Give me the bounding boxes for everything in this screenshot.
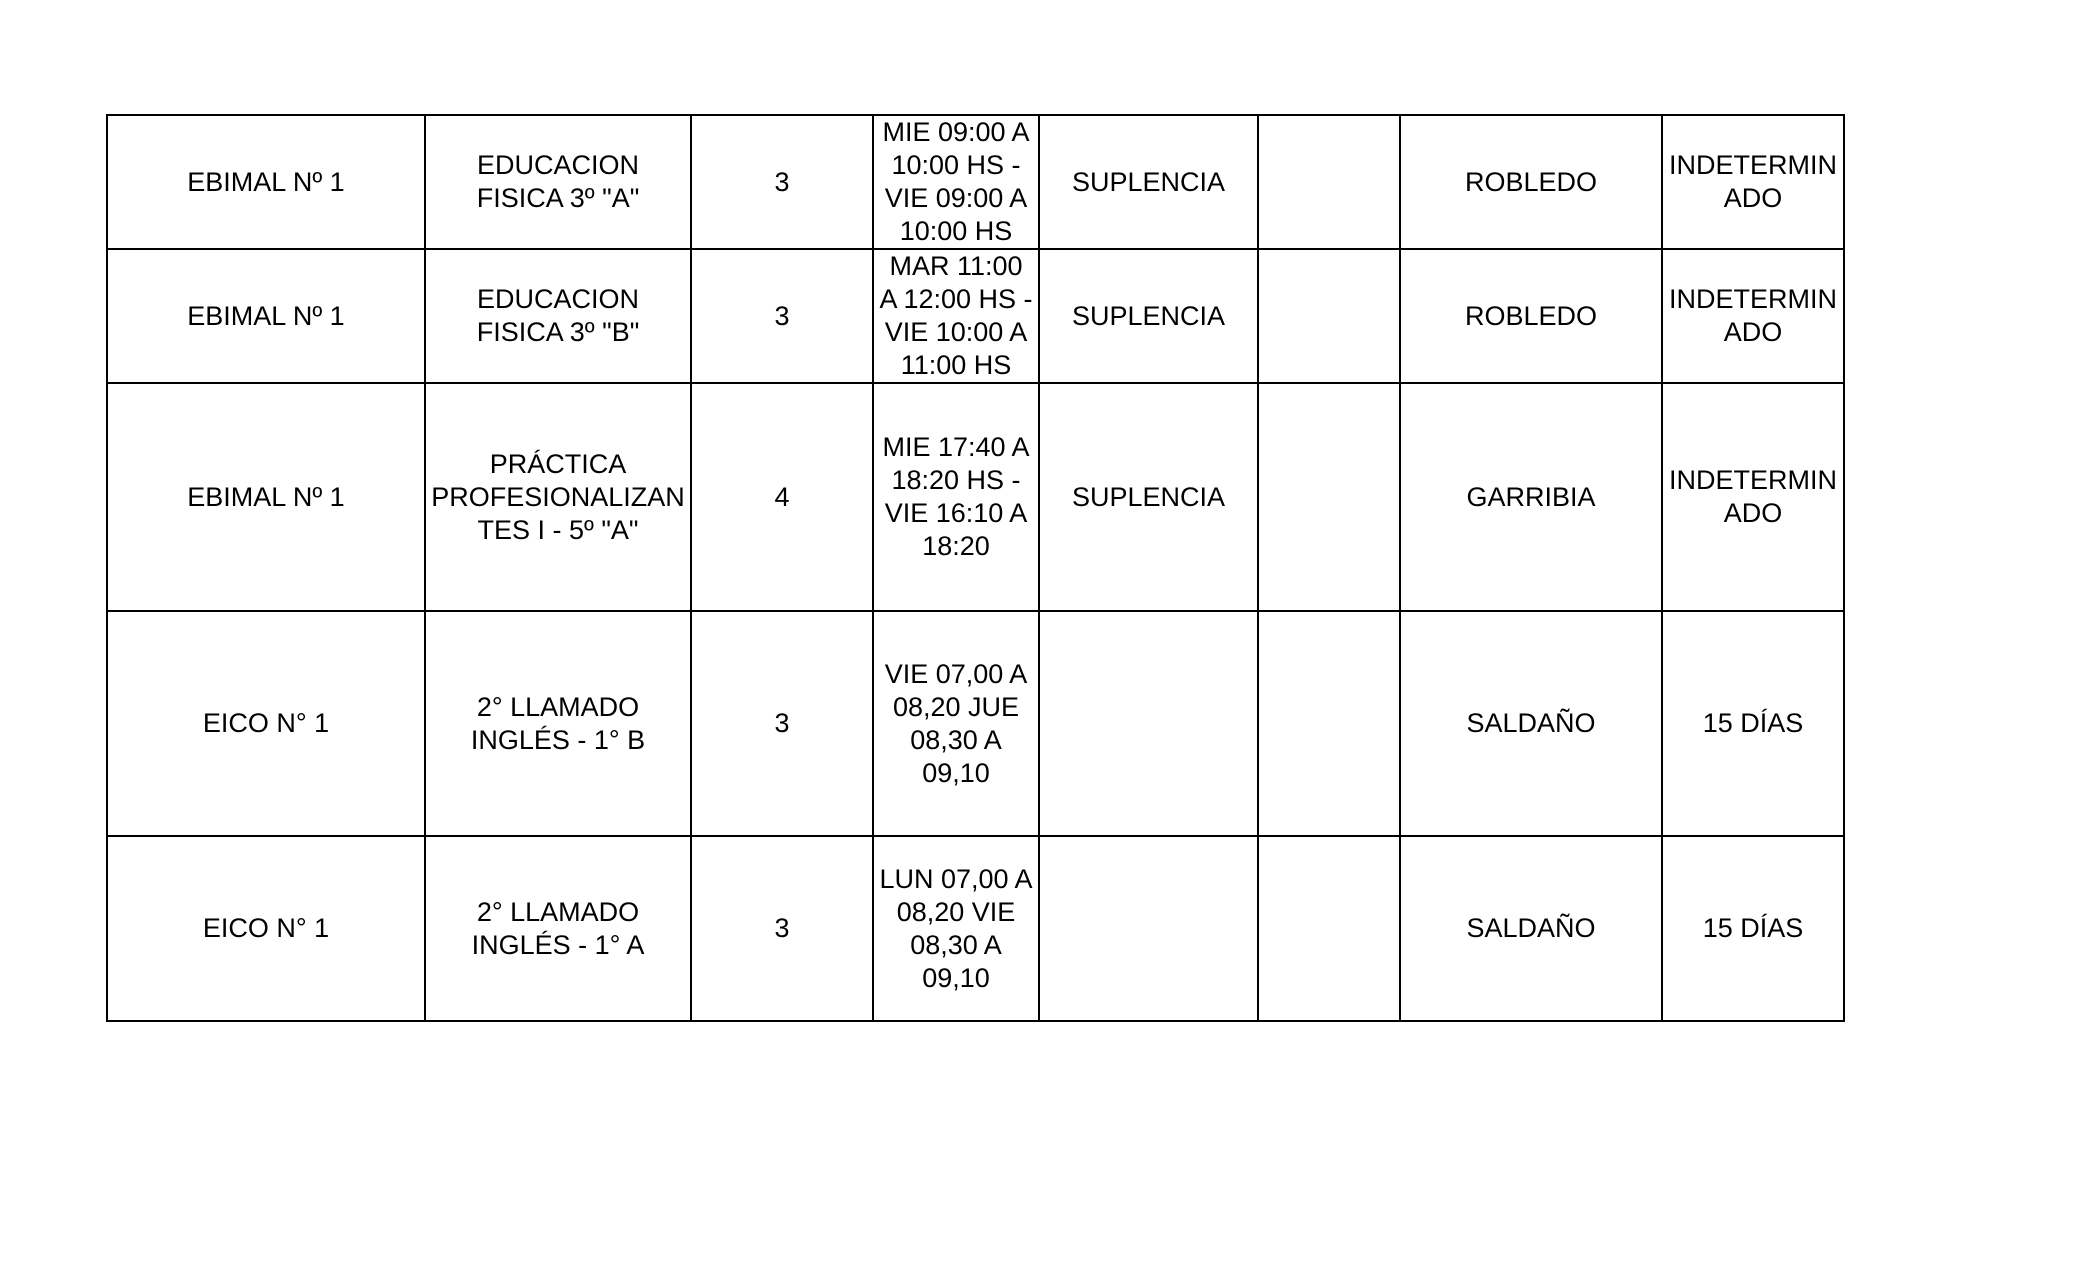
subject-cell-line: FISICA 3º "A" xyxy=(476,183,640,213)
schedule-cell-line: 11:00 HS xyxy=(900,350,1012,380)
school-cell-text: EICO N° 1 xyxy=(202,913,330,943)
schedule-cell-line: VIE 16:10 A xyxy=(884,498,1028,528)
table-row xyxy=(107,383,1844,611)
subject-cell-line: INGLÉS - 1° B xyxy=(470,724,646,755)
teacher-cell xyxy=(1400,611,1662,836)
teacher-cell xyxy=(1400,249,1662,383)
school-cell-text: EBIMAL Nº 1 xyxy=(187,481,345,512)
school-cell xyxy=(107,611,425,836)
hours-cell-text: 3 xyxy=(774,300,790,331)
empty-cell xyxy=(1258,383,1400,611)
schedule-cell-line: 18:20 xyxy=(922,531,990,561)
schedule-cell-line: 10:00 HS - xyxy=(891,150,1021,180)
teacher-cell xyxy=(1400,836,1662,1021)
duration-cell xyxy=(1662,249,1844,383)
hours-cell xyxy=(691,383,873,611)
schedule-cell xyxy=(873,249,1039,383)
type-cell xyxy=(1039,611,1258,836)
table-body xyxy=(107,115,1844,1021)
duration-cell-line: ADO xyxy=(1723,498,1783,528)
duration-cell xyxy=(1662,115,1844,249)
table-row xyxy=(107,249,1844,383)
teacher-cell-text: ROBLEDO xyxy=(1464,166,1598,197)
schedule-cell-line: 18:20 HS - xyxy=(891,465,1021,495)
table-row xyxy=(107,836,1844,1021)
type-cell-text: SUPLENCIA xyxy=(1071,481,1226,512)
subject-cell-line: EDUCACION xyxy=(476,284,639,314)
subject-cell-line: 2° LLAMADO xyxy=(476,896,640,927)
school-cell-text: EICO N° 1 xyxy=(202,708,330,738)
schedule-cell-line: 08,30 A xyxy=(910,724,1002,755)
subject-cell xyxy=(425,115,691,249)
duration-cell-line: ADO xyxy=(1723,317,1783,347)
empty-cell xyxy=(1258,611,1400,836)
schedule-cell-line: VIE 10:00 A xyxy=(884,317,1028,347)
school-cell-text: EBIMAL Nº 1 xyxy=(187,300,345,331)
schedule-cell xyxy=(873,383,1039,611)
teacher-cell xyxy=(1400,383,1662,611)
teacher-cell-text: ROBLEDO xyxy=(1464,300,1598,331)
duration-cell-line: INDETERMIN xyxy=(1669,284,1837,314)
schedule-cell xyxy=(873,836,1039,1021)
subject-cell-line: EDUCACION xyxy=(476,150,639,180)
schedule-cell-line: LUN 07,00 A xyxy=(879,863,1033,894)
teacher-cell-text: SALDAÑO xyxy=(1466,708,1596,738)
hours-cell-text: 4 xyxy=(774,481,790,512)
schedule-cell-line: 09,10 xyxy=(922,757,990,788)
school-cell-text: EBIMAL Nº 1 xyxy=(187,166,345,197)
schedule-cell-line: A 12:00 HS - xyxy=(879,284,1033,314)
schedule-cell-line: 09,10 xyxy=(922,962,990,993)
teacher-cell-text: GARRIBIA xyxy=(1466,481,1596,512)
duration-cell-line: INDETERMIN xyxy=(1669,150,1837,180)
subject-cell xyxy=(425,249,691,383)
schedule-cell-line: 08,30 A xyxy=(910,929,1002,960)
school-cell xyxy=(107,383,425,611)
subject-cell-line: FISICA 3º "B" xyxy=(476,317,640,347)
empty-cell xyxy=(1258,249,1400,383)
school-cell xyxy=(107,249,425,383)
hours-cell xyxy=(691,611,873,836)
type-cell-text: SUPLENCIA xyxy=(1071,166,1226,197)
teacher-cell-text: SALDAÑO xyxy=(1466,913,1596,943)
duration-cell xyxy=(1662,611,1844,836)
subject-cell-line: PRÁCTICA xyxy=(489,448,627,479)
hours-cell xyxy=(691,115,873,249)
assignments-table xyxy=(106,114,1845,1022)
subject-cell-line: TES I - 5º "A" xyxy=(477,514,639,545)
duration-cell xyxy=(1662,383,1844,611)
type-cell xyxy=(1039,115,1258,249)
hours-cell-text: 3 xyxy=(774,913,790,943)
table-row xyxy=(107,115,1844,249)
subject-cell-line: PROFESIONALIZAN xyxy=(431,481,685,512)
subject-cell xyxy=(425,611,691,836)
subject-cell-line: 2° LLAMADO xyxy=(476,691,640,722)
table-row xyxy=(107,611,1844,836)
schedule-cell-line: MIE 17:40 A xyxy=(882,432,1030,462)
empty-cell xyxy=(1258,836,1400,1021)
teacher-cell xyxy=(1400,115,1662,249)
hours-cell xyxy=(691,249,873,383)
duration-cell-line: 15 DÍAS xyxy=(1702,708,1804,738)
hours-cell-text: 3 xyxy=(774,708,790,738)
schedule-cell-line: VIE 07,00 A xyxy=(884,658,1028,689)
school-cell xyxy=(107,115,425,249)
type-cell xyxy=(1039,383,1258,611)
schedule-cell xyxy=(873,115,1039,249)
schedule-cell-line: 10:00 HS xyxy=(899,216,1013,246)
schedule-cell-line: 08,20 JUE xyxy=(892,691,1020,722)
subject-cell xyxy=(425,383,691,611)
schedule-cell-line: VIE 09:00 A xyxy=(884,183,1028,213)
type-cell-text: SUPLENCIA xyxy=(1071,300,1226,331)
school-cell xyxy=(107,836,425,1021)
duration-cell xyxy=(1662,836,1844,1021)
schedule-cell xyxy=(873,611,1039,836)
duration-cell-line: INDETERMIN xyxy=(1669,465,1837,495)
type-cell xyxy=(1039,249,1258,383)
schedule-cell-line: MAR 11:00 xyxy=(889,251,1023,281)
subject-cell xyxy=(425,836,691,1021)
empty-cell xyxy=(1258,115,1400,249)
hours-cell-text: 3 xyxy=(774,166,790,197)
schedule-cell-line: MIE 09:00 A xyxy=(882,117,1030,147)
duration-cell-line: ADO xyxy=(1723,183,1783,213)
type-cell xyxy=(1039,836,1258,1021)
duration-cell-line: 15 DÍAS xyxy=(1702,913,1804,943)
subject-cell-line: INGLÉS - 1° A xyxy=(471,929,645,960)
schedule-cell-line: 08,20 VIE xyxy=(896,896,1016,927)
hours-cell xyxy=(691,836,873,1021)
